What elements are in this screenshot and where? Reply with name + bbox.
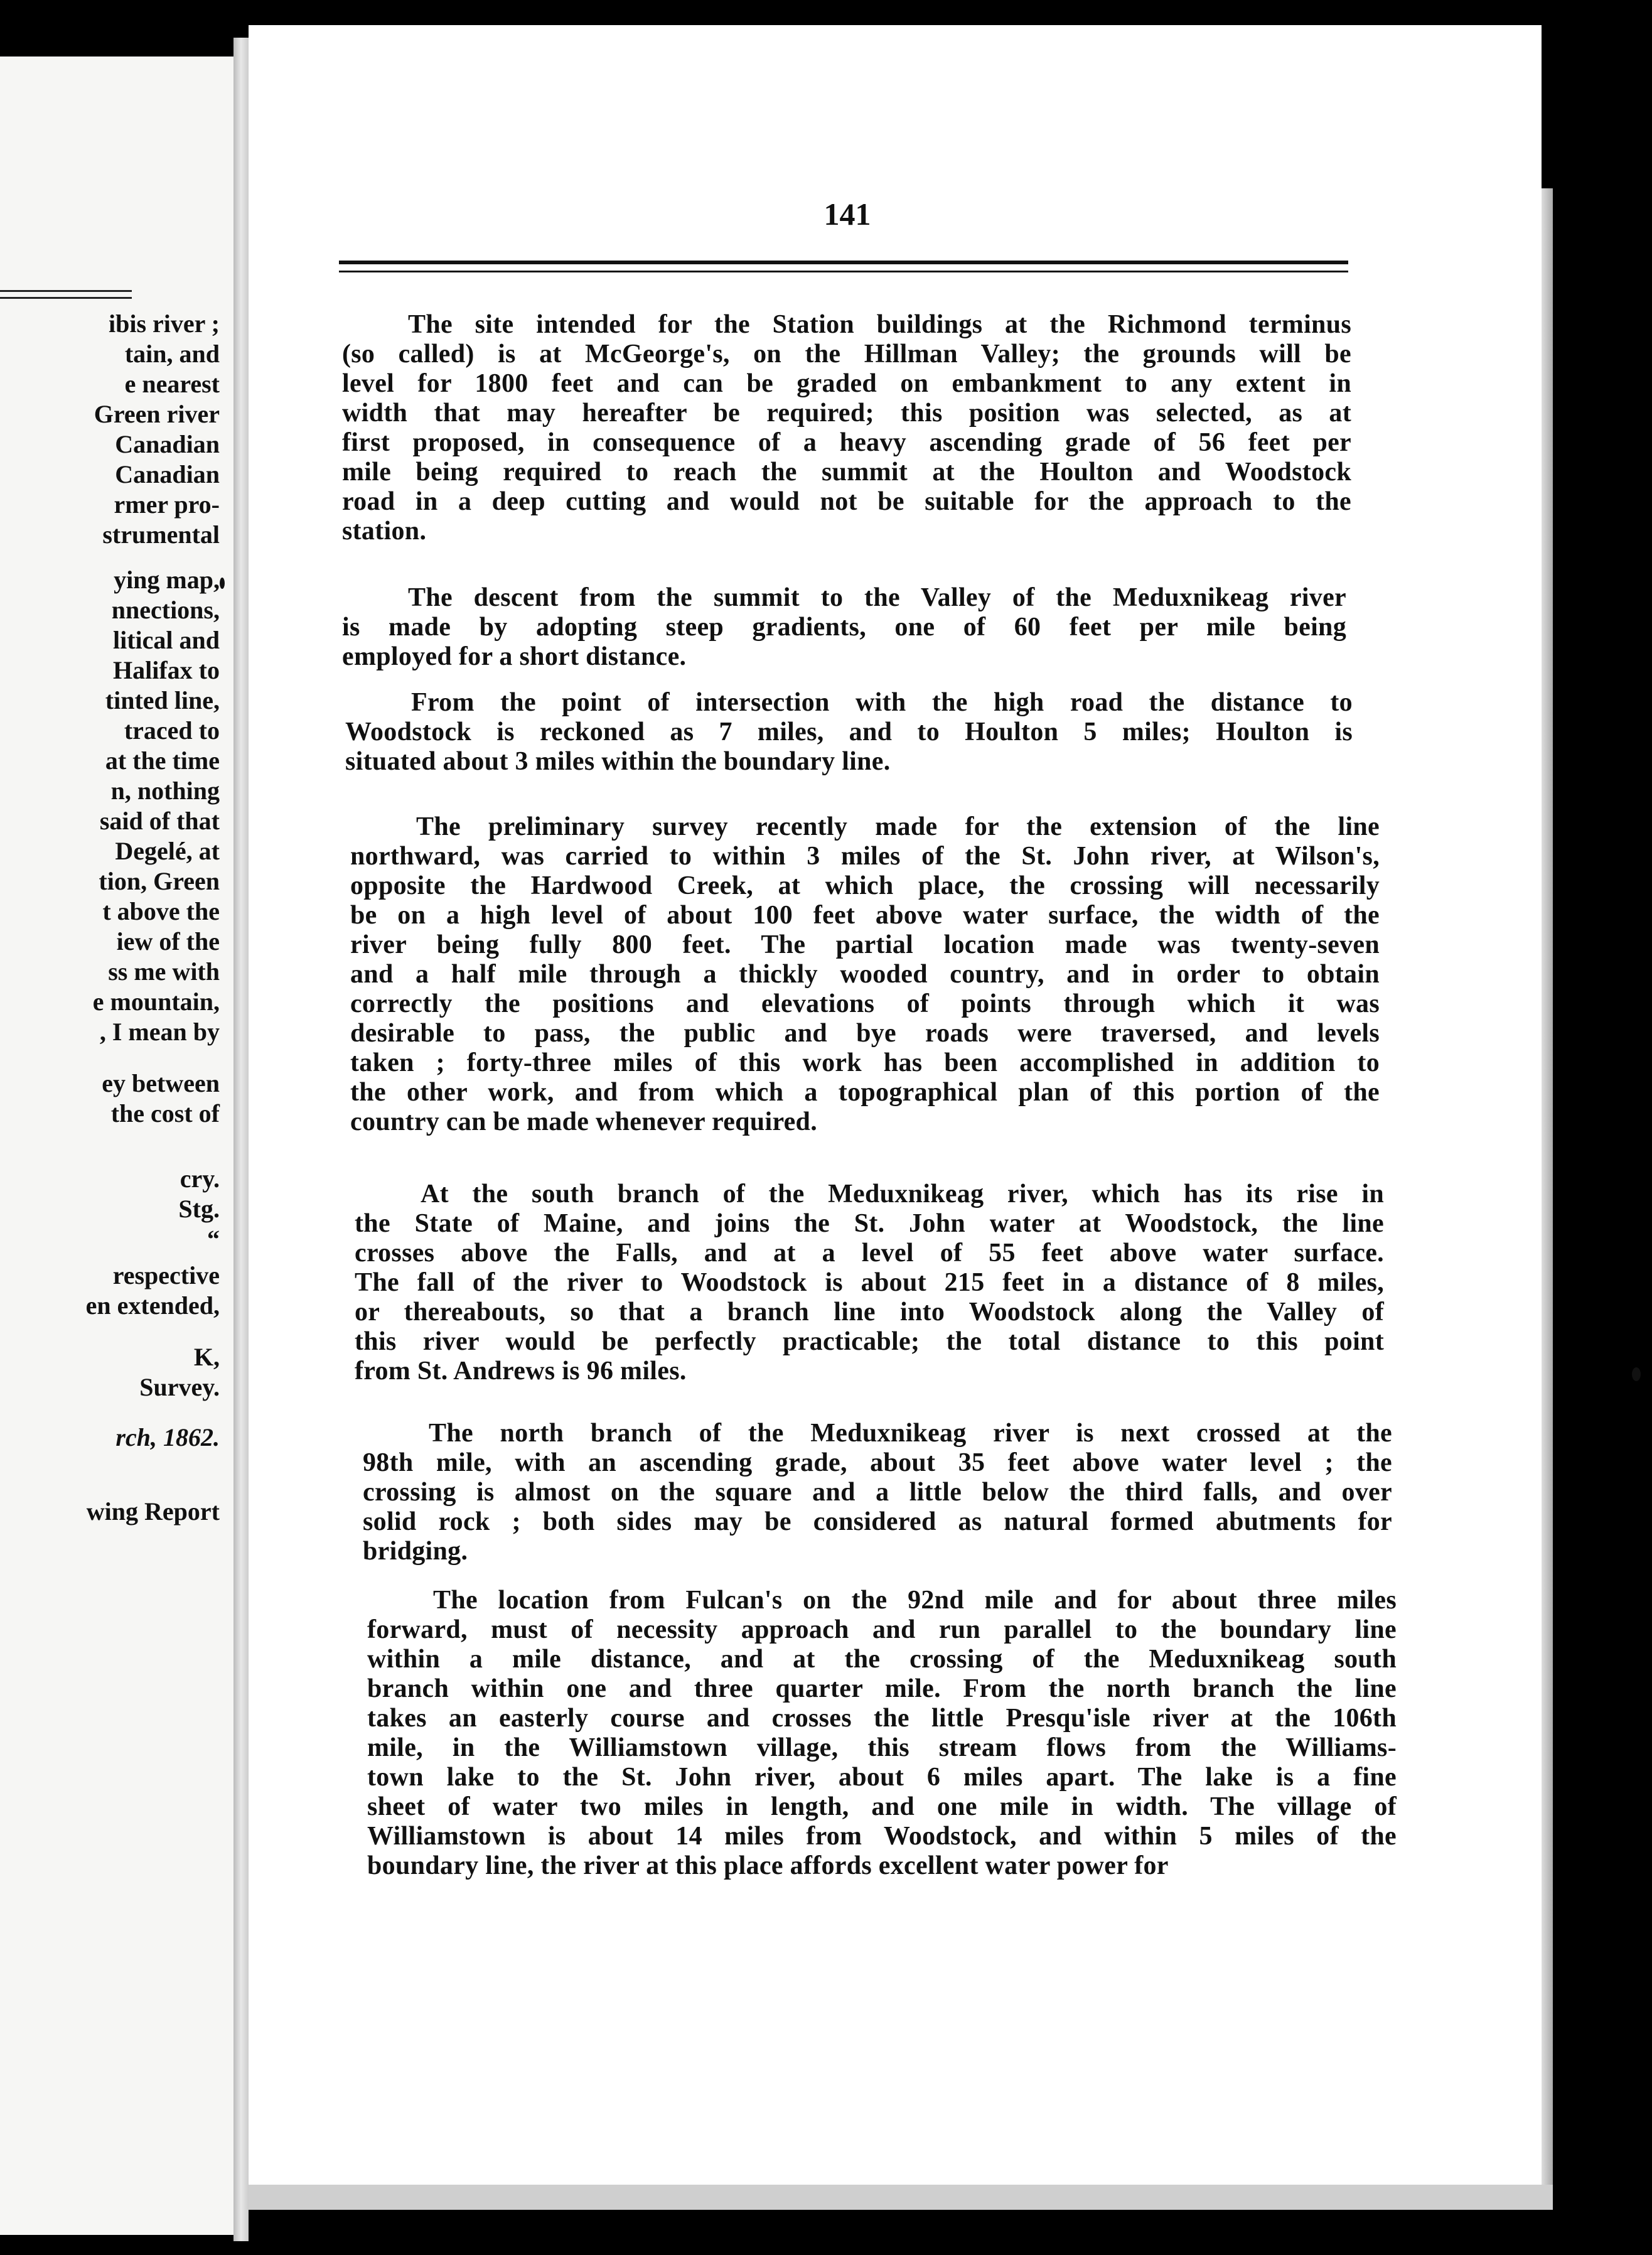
left-page-line: rch, 1862. [115,1423,220,1451]
left-page-line: Canadian [115,460,220,488]
left-page-line: rmer pro- [114,490,220,519]
text-line: crossing is almost on the square and a little below the third falls, and over [363,1478,1392,1507]
text-line: (so called) is at McGeorge's, on the Hillman Valley; the grounds will be [342,340,1351,369]
text-line: is made by adopting steep gradients, one of 60 feet per mile being [342,613,1346,642]
left-page-line: said of that [99,807,220,835]
header-rule [339,261,1348,272]
left-page-line: tion, Green [99,867,220,895]
text-line: taken ; forty-three miles of this work has been accomplished in addition to [350,1048,1380,1077]
left-page-line: ey between [102,1069,220,1097]
margin-speck [220,578,225,589]
text-line: first proposed, in consequence of a heavy ascending grade of 56 feet per [342,428,1351,457]
text-line: The descent from the summit to the Valley of the Meduxnikeag river [408,583,1346,612]
text-line: the other work, and from which a topographical plan of this portion of the [350,1078,1380,1107]
text-line: crosses above the Falls, and at a level of 55 feet above water surface. [355,1239,1384,1267]
text-line: within a mile distance, and at the crossing of the Meduxnikeag south [367,1645,1397,1674]
text-line: The site intended for the Station buildings at the Richmond terminus [408,310,1351,339]
left-page-line: respective [112,1261,220,1289]
text-line: river being fully 800 feet. The partial location made was twenty-seven [350,930,1380,959]
left-page-line: iew of the [116,927,220,955]
margin-speck [1632,1367,1641,1381]
page-bottom-edge [249,2185,1553,2210]
text-line: bridging. [363,1537,468,1566]
left-page-line: , I mean by [99,1018,220,1046]
text-line: desirable to pass, the public and bye roads were traversed, and levels [350,1019,1380,1048]
left-page-line: traced to [124,716,220,745]
page-number: 141 [823,196,871,232]
left-page-line: tinted line, [105,686,220,714]
left-page-line: e mountain, [92,988,220,1016]
text-line: Williamstown is about 14 miles from Woodstock, and within 5 miles of the [367,1822,1397,1851]
left-page-line: Halifax to [113,656,220,684]
left-page-line: Green river [94,400,220,428]
left-page-line: cry. [180,1165,220,1193]
text-line: sheet of water two miles in length, and one mile in width. The village of [367,1792,1397,1821]
text-line: country can be made whenever required. [350,1107,818,1136]
text-line: or thereabouts, so that a branch line into Woodstock along the Valley of [355,1298,1384,1327]
text-line: The location from Fulcan's on the 92nd mile and for about three miles [433,1586,1397,1615]
text-line: forward, must of necessity approach and run parallel to the boundary line [367,1615,1397,1644]
text-line: branch within one and three quarter mile. From the north branch the line [367,1674,1397,1703]
page-edge [1542,188,1553,2185]
text-line: road in a deep cutting and would not be suitable for the approach to the [342,487,1351,516]
text-line: mile, in the Williamstown village, this stream flows from the Williams- [367,1733,1397,1762]
left-page-line: Degelé, at [115,837,220,865]
text-line: station. [342,517,427,546]
text-line: boundary line, the river at this place affords excellent water power for [367,1851,1169,1880]
text-line: from St. Andrews is 96 miles. [355,1357,687,1386]
left-page-line: K, [193,1343,220,1371]
text-line: level for 1800 feet and can be graded on embankment to any extent in [342,369,1351,398]
text-line: 98th mile, with an ascending grade, about 35 feet above water level ; the [363,1448,1392,1477]
text-line: opposite the Hardwood Creek, at which place, the crossing will necessarily [350,871,1380,900]
left-page-line: en extended, [85,1291,220,1320]
text-line: employed for a short distance. [342,642,687,671]
left-page-line: ying map, [114,566,220,594]
text-line: situated about 3 miles within the boundary line. [345,747,891,776]
left-page [0,57,233,2235]
left-page-line: the cost of [110,1099,220,1128]
text-line: The north branch of the Meduxnikeag river is next crossed at the [429,1419,1392,1448]
text-line: be on a high level of about 100 feet above water surface, the width of the [350,901,1380,930]
text-line: takes an easterly course and crosses the little Presqu'isle river at the 106th [367,1704,1397,1733]
text-line: width that may hereafter be required; this position was selected, as at [342,399,1351,428]
left-page-line: litical and [112,626,220,654]
text-line: From the point of intersection with the high road the distance to [411,688,1353,717]
left-page-line: ss me with [108,957,220,986]
text-line: mile being required to reach the summit at the Houlton and Woodstock [342,458,1351,487]
left-page-line: t above the [102,897,220,925]
left-page-line: nnections, [111,596,220,624]
text-line: The fall of the river to Woodstock is about 215 feet in a distance of 8 miles, [355,1268,1384,1297]
left-page-line: at the time [105,746,220,775]
left-page-line: “ [207,1225,220,1253]
text-line: and a half mile through a thickly wooded country, and in order to obtain [350,960,1380,989]
text-line: the State of Maine, and joins the St. John water at Woodstock, the line [355,1209,1384,1238]
left-page-line: tain, and [124,340,220,368]
left-page-line: Canadian [115,430,220,458]
book-gutter [233,38,249,2241]
left-page-line: strumental [102,520,220,549]
text-line: town lake to the St. John river, about 6 miles apart. The lake is a fine [367,1763,1397,1792]
left-header-rule [0,290,132,299]
left-page-line: Stg. [178,1195,220,1223]
text-line: solid rock ; both sides may be considered as natural formed abutments for [363,1507,1392,1536]
left-page-line: ibis river ; [108,309,220,338]
left-page-line: Survey. [139,1373,220,1401]
text-line: Woodstock is reckoned as 7 miles, and to Houlton 5 miles; Houlton is [345,718,1353,746]
text-line: this river would be perfectly practicable; the total distance to this point [355,1327,1384,1356]
text-line: correctly the positions and elevations of points through which it was [350,989,1380,1018]
left-page-line: n, nothing [110,777,220,805]
text-line: The preliminary survey recently made for the extension of the line [416,812,1380,841]
text-line: northward, was carried to within 3 miles of the St. John river, at Wilson's, [350,842,1380,871]
text-line: At the south branch of the Meduxnikeag river, which has its rise in [421,1180,1384,1208]
left-page-line: wing Report [86,1497,220,1526]
left-page-line: e nearest [124,370,220,398]
